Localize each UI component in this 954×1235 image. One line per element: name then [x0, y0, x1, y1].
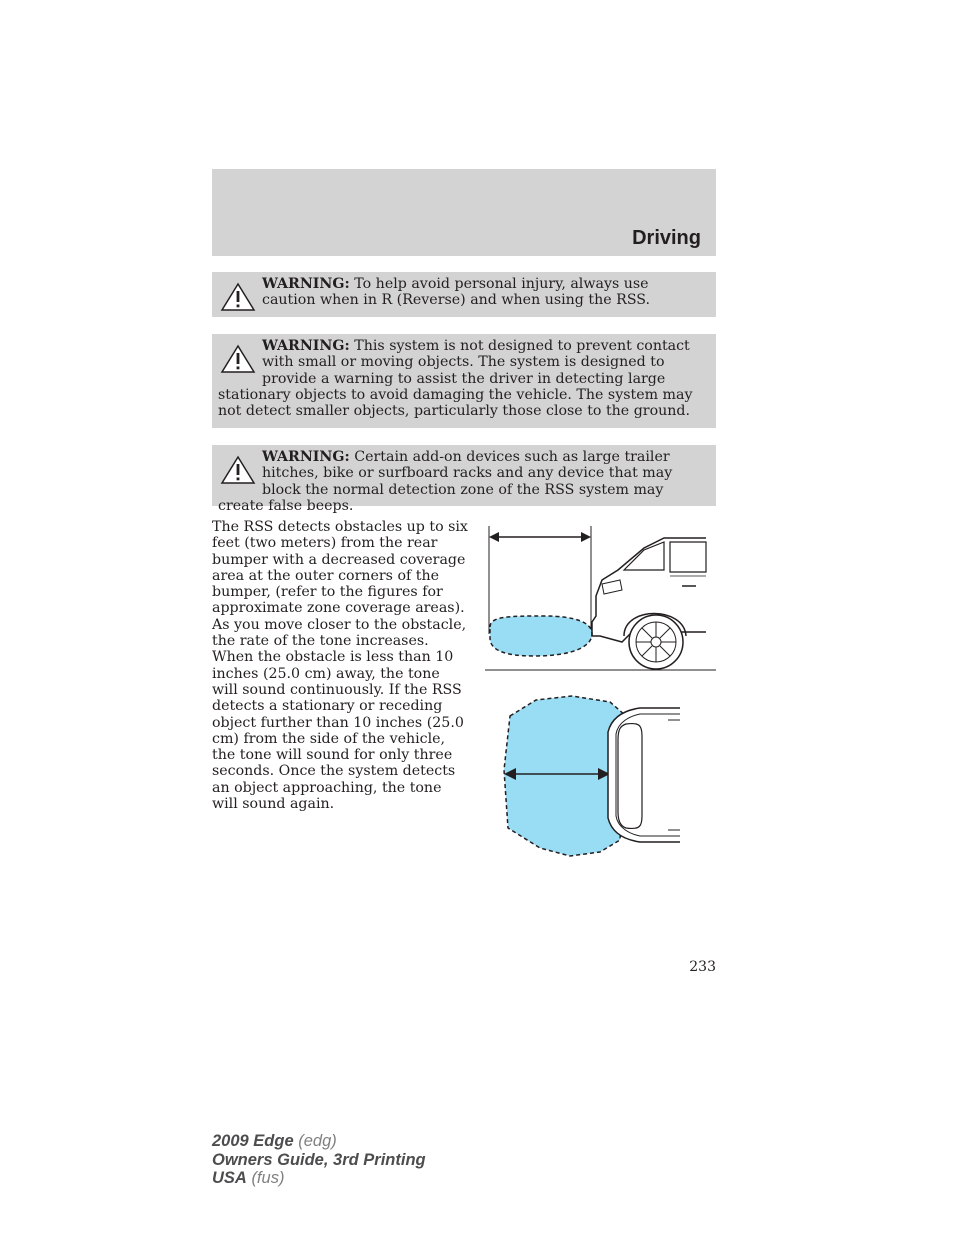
warning-triangle-icon — [220, 455, 256, 485]
rss-description: The RSS detects obstacles up to six feet (two meters) from the rear bumper with a decreased coverage area at the outer corners of the bumper, (refer to the figures for approximate zone coverage areas). As you move closer to the obstacle, the rate of the tone increases. When the obstacle is less than 10 inches (25.0 cm) away, the tone will sound continuously. If the RSS detects a stationary or receding object further than 10 inches (25.0 cm) from the side of the vehicle, the tone will sound for only three seconds. Once the system detects an object approaching, the tone will sound again. — [212, 519, 468, 813]
document-footer — [212, 1132, 426, 1188]
rss-side-view-figure — [484, 524, 718, 674]
page-number: 233 — [689, 959, 716, 975]
warning-box-2 — [212, 334, 716, 428]
warning-box-1 — [212, 272, 716, 317]
warning-text: This system is not designed to prevent contact with small or moving objects. The system is designed to provide a warning to assist the driver in detecting large stationary objects to avoid damaging the vehicle. The system may not detect smaller objects, particularly those close to the ground. — [218, 338, 693, 420]
section-title: Driving — [632, 227, 701, 249]
warning-triangle-icon — [220, 282, 256, 312]
warning-box-3 — [212, 445, 716, 514]
warning-text: To help avoid personal injury, always use caution when in R (Reverse) and when using the RSS. — [262, 276, 651, 309]
section-header — [212, 169, 716, 256]
footer-line-2: Owners Guide, 3rd Printing — [212, 1150, 426, 1169]
footer-line-3: USA (fus) — [212, 1169, 285, 1187]
warning-text: Certain add-on devices such as large trailer hitches, bike or surfboard racks and any device that may block the normal detection zone of the RSS system may create false beeps. — [218, 449, 673, 514]
rss-top-view-figure — [500, 690, 686, 862]
warning-label: WARNING: — [262, 338, 350, 354]
footer-line-1: 2009 Edge (edg) — [212, 1132, 337, 1150]
warning-label: WARNING: — [262, 276, 350, 292]
warning-triangle-icon — [220, 344, 256, 374]
warning-label: WARNING: — [262, 449, 350, 465]
